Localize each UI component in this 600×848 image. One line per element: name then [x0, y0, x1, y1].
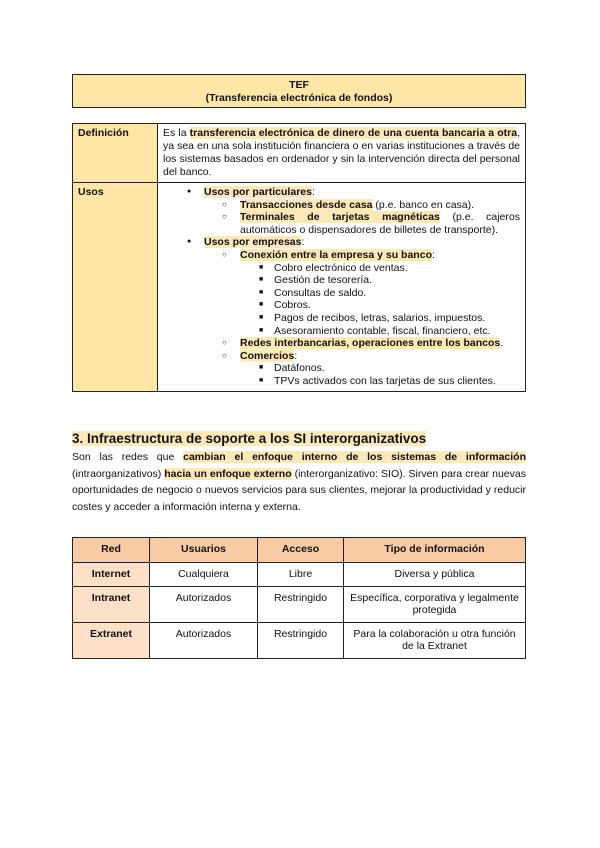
row-network-name: Internet	[73, 563, 150, 587]
section-heading	[72, 431, 426, 446]
empresas-list	[204, 249, 520, 388]
table-cell: Restringido	[258, 622, 344, 658]
table-row	[73, 563, 526, 587]
section-paragraph	[72, 449, 526, 515]
row-network-name: Extranet	[73, 622, 150, 658]
definition-label: Definición	[73, 124, 158, 183]
tef-subtitle: (Transferencia electrónica de fondos)	[205, 92, 393, 104]
table-header-row	[73, 538, 526, 563]
list-item: ■ Datáfonos.	[274, 362, 520, 375]
column-header-red: Red	[73, 538, 150, 563]
usos-content	[158, 183, 526, 392]
list-item	[240, 211, 520, 236]
redes-label: Redes interbancarias, operaciones entre los bancos	[240, 337, 501, 350]
table-row	[73, 622, 526, 658]
definition-text-pre: Es la	[163, 127, 190, 139]
table-cell: Diversa y pública	[344, 563, 526, 587]
usos-list	[163, 186, 520, 388]
particulares-list	[204, 199, 520, 237]
table-cell: Autorizados	[150, 622, 258, 658]
list-item: ■ Consultas de saldo.	[274, 287, 520, 300]
item-rest: (p.e. banco en casa).	[372, 198, 475, 211]
table-cell: Cualquiera	[150, 563, 258, 587]
conexion-label: Conexión entre la empresa y su banco	[240, 248, 432, 261]
list-item: ■ Asesoramiento contable, fiscal, financiero, etc.	[274, 325, 520, 338]
table-cell: Específica, corporativa y legalmente protegida	[344, 586, 526, 622]
section-heading-text: 3. Infraestructura de soporte a los SI interorganizativos	[72, 431, 427, 446]
list-item: ■ TPVs activados con las tarjetas de sus clientes.	[274, 375, 520, 388]
definition-row	[73, 124, 526, 183]
paragraph-part: (intraorganizativos)	[72, 467, 165, 480]
table-cell: Autorizados	[150, 586, 258, 622]
usos-empresas-label: Usos por empresas	[204, 236, 302, 249]
usos-label: Usos	[73, 183, 158, 392]
usos-empresas: ● Usos por empresas: ○ Conexión entre la empresa y su banco: ■ Cobro electrónico de ventas. ■ Gestión de tesorería. ■ Consultas de saldo. ■ Cobros. ■ Pagos de recibos, letras, salarios, impuestos. ■ Asesoramiento contable, fiscal, financiero, etc. ○ Redes interbancarias, operaciones entre los bancos. ○ Comercios: ■ Datáfonos. ■ TPVs activados con las tarjetas de sus clientes.	[204, 236, 520, 387]
comercios-list	[240, 362, 520, 387]
list-item: ■ Cobros.	[274, 299, 520, 312]
definition-text	[158, 124, 526, 183]
row-network-name: Intranet	[73, 586, 150, 622]
definition-text-bold: transferencia electrónica de dinero de una cuenta bancaria a otra	[189, 127, 518, 139]
list-item: ■ Cobro electrónico de ventas.	[274, 262, 520, 275]
tef-title: TEF	[289, 79, 309, 91]
item-bold: Terminales de tarjetas magnéticas	[240, 211, 440, 224]
redes-item: ○ Redes interbancarias, operaciones entre los bancos.	[240, 337, 520, 350]
tef-definition-table	[72, 123, 526, 392]
usos-row	[73, 183, 526, 392]
comercios-label: Comercios	[240, 349, 295, 362]
table-cell: Restringido	[258, 586, 344, 622]
paragraph-bold: cambian el enfoque interno de los sistemas de información	[183, 451, 527, 463]
paragraph-part: (interorganizativo: SIO). Sirven para crear nuevas oportunidades de negocio o nuevos servicios para sus clientes, mejorar la productividad y reducir costes y acceder a información interna y externa.	[72, 467, 526, 513]
comercios-item: ○ Comercios: ■ Datáfonos. ■ TPVs activados con las tarjetas de sus clientes.	[240, 350, 520, 388]
conexion-item: ○ Conexión entre la empresa y su banco: ■ Cobro electrónico de ventas. ■ Gestión de tesorería. ■ Consultas de saldo. ■ Cobros. ■ Pagos de recibos, letras, salarios, impuestos. ■ Asesoramiento contable, fiscal, financiero, etc.	[240, 249, 520, 337]
column-header-usuarios: Usuarios	[150, 538, 258, 563]
table-row	[73, 586, 526, 622]
tef-title-box	[72, 74, 526, 108]
definition-text-post: , ya sea en una sola institución financiera o en varias instituciones a través de los sistemas basados en ordenador y sin la intervención directa del personal del banco.	[163, 127, 520, 178]
item-rest: (p.e. cajeros automáticos o dispensadores de billetes de transporte).	[240, 211, 520, 236]
column-header-acceso: Acceso	[258, 538, 344, 563]
column-header-tipo: Tipo de información	[344, 538, 526, 563]
network-comparison-table	[72, 537, 526, 659]
list-item	[240, 199, 520, 212]
table-cell: Para la colaboración u otra función de la Extranet	[344, 622, 526, 658]
usos-particulares-label: Usos por particulares	[204, 186, 312, 198]
paragraph-part: Son las redes que	[72, 451, 184, 463]
usos-particulares: ● Usos por particulares: ○ Transacciones desde casa (p.e. banco en casa). ○ Terminales de tarjetas magnéticas (p.e. cajeros automáticos o dispensadores de billetes de transporte).	[204, 186, 520, 236]
list-item: ■ Pagos de recibos, letras, salarios, impuestos.	[274, 312, 520, 325]
conexion-list	[240, 262, 520, 338]
table-cell: Libre	[258, 563, 344, 587]
paragraph-bold: hacia un enfoque externo	[164, 467, 292, 480]
list-item: ■ Gestión de tesorería.	[274, 274, 520, 287]
item-bold: Transacciones desde casa	[240, 198, 373, 211]
